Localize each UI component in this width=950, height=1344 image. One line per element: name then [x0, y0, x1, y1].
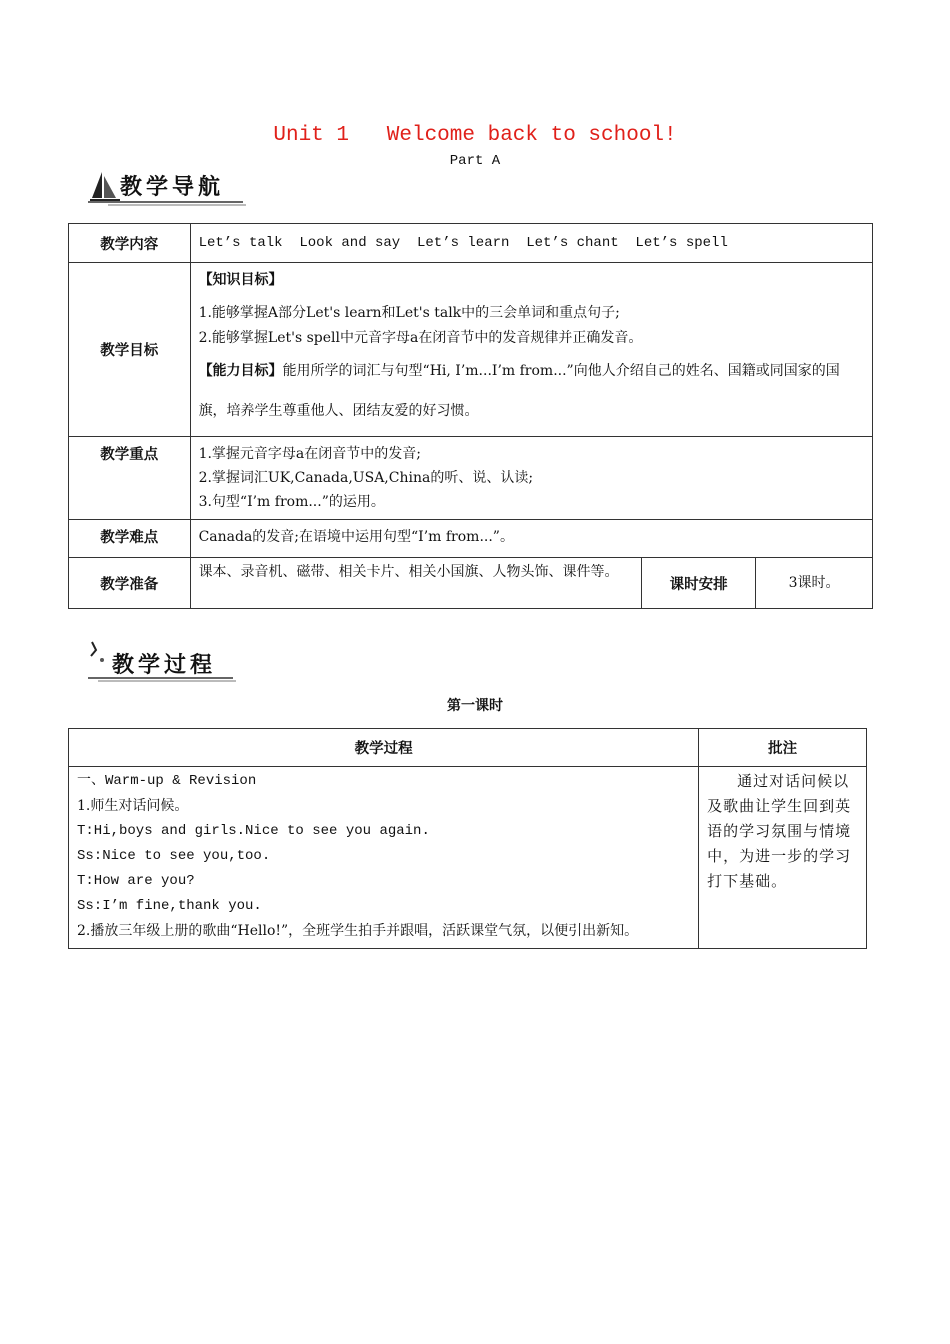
key-point: 2.掌握词汇UK,Canada,USA,China的听、说、认读;	[198, 470, 534, 486]
goals-cell	[190, 263, 872, 437]
process-line: 2.播放三年级上册的歌曲“Hello!”，全班学生拍手并跟唱，活跃课堂气氛，以便引出新知。	[77, 923, 639, 939]
process-line: Ss:Nice to see you,too.	[77, 848, 271, 864]
key-point: 1.掌握元音字母a在闭音节中的发音;	[198, 446, 421, 462]
prep-value: 课本、录音机、磁带、相关卡片、相关小国旗、人物头饰、课件等。	[190, 558, 642, 609]
difficulty-label: 教学难点	[69, 520, 191, 558]
nav-banner	[88, 168, 248, 208]
notes-column-header: 批注	[699, 729, 867, 767]
note-cell: 通过对话问候以及歌曲让学生回到英语的学习氛围与情境中，为进一步的学习打下基础。	[699, 767, 867, 949]
knowledge-item: 1.能够掌握A部分Let's learn和Let's talk中的三会单词和重点句子;	[198, 305, 620, 321]
process-line: 1.师生对话问候。	[77, 798, 189, 814]
process-line: Ss:I’m fine,thank you.	[77, 898, 262, 914]
process-line: T:How are you?	[77, 873, 195, 889]
process-banner-text: 教学过程	[112, 653, 217, 678]
content-label: 教学内容	[69, 224, 191, 263]
key-point: 3.句型“I’m from...”的运用。	[198, 494, 385, 510]
process-column-header: 教学过程	[69, 729, 699, 767]
lesson-heading: 第一课时	[447, 698, 503, 714]
ability-heading: 【能力目标】	[198, 363, 283, 379]
overview-table	[68, 223, 873, 609]
difficulty-value: Canada的发音;在语境中运用句型“I’m from...”。	[190, 520, 872, 558]
goals-label: 教学目标	[69, 263, 191, 437]
banner-underline	[88, 200, 248, 208]
schedule-label: 课时安排	[642, 558, 756, 609]
knowledge-heading: 【知识目标】	[198, 272, 283, 288]
star-icon	[88, 640, 114, 670]
key-points-cell	[190, 437, 872, 520]
content-value: Let’s talk Look and say Let’s learn Let’s chant Let’s spell	[190, 224, 872, 263]
key-label: 教学重点	[69, 437, 191, 520]
schedule-value: 3课时。	[756, 558, 873, 609]
nav-banner-text: 教学导航	[120, 175, 225, 200]
banner-underline	[88, 676, 238, 684]
process-line: 一、Warm-up & Revision	[77, 773, 257, 789]
document-title: Unit 1 Welcome back to school!	[273, 124, 677, 147]
sail-icon	[88, 170, 122, 204]
process-banner	[88, 640, 238, 680]
document-subtitle: Part A	[449, 153, 501, 169]
ability-text: 能用所学的词汇与句型“Hi, I’m...I’m from...”向他人介绍自己的姓名、国籍或同国家的国旗，培养学生尊重他人、团结友爱的好习惯。	[198, 363, 840, 419]
prep-label: 教学准备	[69, 558, 191, 609]
process-line: T:Hi,boys and girls.Nice to see you again.	[77, 823, 430, 839]
lesson-table	[68, 728, 867, 949]
knowledge-item: 2.能够掌握Let's spell中元音字母a在闭音节中的发音规律并正确发音。	[198, 330, 643, 346]
ability-paragraph	[199, 351, 864, 431]
process-cell	[69, 767, 699, 949]
